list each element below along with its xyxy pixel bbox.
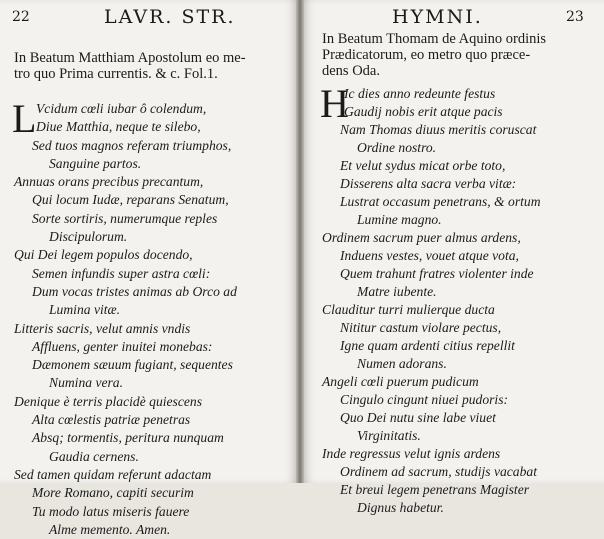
- verse-line: Nititur castum violare pectus,: [340, 320, 502, 335]
- verse-line: Virginitatis.: [357, 428, 421, 443]
- verse-line: Alta cœlestis patriæ penetras: [32, 412, 191, 428]
- verse-line: Sorte sortiris, numerumque reples: [32, 210, 218, 226]
- right-page: [300, 0, 604, 515]
- verse-line: Denique è terris placidè quiescens: [14, 393, 202, 409]
- verse-line: Lumina vitæ.: [49, 302, 120, 318]
- verse-line: Diue Matthia, neque te silebo,: [36, 119, 201, 135]
- verse-line: Tu modo latus miseris fauere: [32, 503, 190, 519]
- verse-line: Ordinem sacrum puer almus ardens,: [322, 230, 521, 245]
- title-line: dens Oda.: [322, 63, 380, 79]
- hymn-verses: [320, 81, 602, 517]
- verse-line: Nam Thomas diuus meritis coruscat: [340, 122, 537, 137]
- book-gutter: [296, 0, 304, 483]
- verse-line: Sanguine partos.: [49, 155, 142, 171]
- verse-line: Sed tamen quidam referunt adactam: [14, 466, 212, 482]
- title-line: In Beatum Matthiam Apostolum eo me-: [14, 50, 246, 66]
- page-number: 22: [12, 9, 30, 25]
- verse-line: Dæmonem sæuum fugiant, sequentes: [32, 357, 233, 373]
- verse-line: Disserens alta sacra verba vitæ:: [340, 176, 517, 191]
- running-head: LAVR. STR.: [104, 6, 236, 28]
- verse-line: Quo Dei nutu sine labe viuet: [340, 410, 496, 425]
- verse-line: Semen infundis super astra cœli:: [32, 265, 211, 281]
- verse-line: Gaudia cernens.: [49, 448, 139, 464]
- verse-line: Matre iubente.: [357, 284, 437, 299]
- verse-line: Numina vera.: [49, 375, 124, 391]
- verse-line: Inde regressus velut ignis ardens: [322, 446, 501, 461]
- verse-line: Lumine magno.: [357, 212, 442, 227]
- title-line: In Beatum Thomam de Aquino ordinis: [322, 31, 547, 47]
- verse-line: Qui Dei legem populos docendo,: [14, 247, 193, 263]
- verse-line: Quem trahunt fratres violenter inde: [340, 266, 534, 281]
- verse-line: Et breui legem penetrans Magister: [340, 482, 530, 497]
- verse-line: Angeli cœli puerum pudicum: [322, 374, 479, 389]
- verse-line: Ordine nostro.: [357, 140, 437, 155]
- title-line: tro quo Prima currentis. & c. Fol.1.: [14, 66, 218, 82]
- drop-cap: L: [12, 96, 37, 141]
- verse-line: Dum vocas tristes animas ab Orco ad: [32, 283, 237, 299]
- verse-line: Igne quam ardenti citius repellit: [340, 338, 515, 353]
- verse-line: Litteris sacris, velut amnis vndis: [14, 320, 191, 336]
- verse-line: Et velut sydus micat orbe toto,: [340, 158, 506, 173]
- verse-line: Sed tuos magnos referam triumphos,: [32, 137, 232, 153]
- verse-line: Discipulorum.: [49, 229, 128, 245]
- hymn-title: [322, 31, 602, 79]
- verse-line: Numen adorans.: [357, 356, 447, 371]
- verse-line: Clauditur turri mulierque ducta: [322, 302, 495, 317]
- verse-line: Qui locum Iudæ, reparans Senatum,: [32, 192, 229, 208]
- verse-line: Lustrat occasum penetrans, & ortum: [340, 194, 541, 209]
- verse-line: Cingulo cingunt niuei pudoris:: [340, 392, 509, 407]
- verse-line: Annuas orans precibus precantum,: [14, 174, 204, 190]
- verse-line: Gaudij nobis erit atque pacis: [344, 104, 503, 119]
- running-head: HYMNI.: [392, 6, 483, 28]
- verse-line: L Vcidum cœli iubar ô colendum,: [12, 96, 207, 141]
- verse-line: Induens vestes, vouet atque vota,: [340, 248, 519, 263]
- hymn-title: [14, 50, 294, 82]
- verse-line: Dignus habetur.: [357, 500, 444, 515]
- left-page: [0, 0, 300, 537]
- verse-line: Absq; tormentis, peritura nunquam: [32, 430, 224, 446]
- hymn-verses: [12, 96, 294, 539]
- verse-line: H Ic dies anno redeunte festus: [320, 81, 496, 126]
- verse-line: Affluens, genter inuitei monebas:: [32, 338, 213, 354]
- verse-line: Ordinem ad sacrum, studijs vacabat: [340, 464, 537, 479]
- drop-cap: H: [320, 81, 349, 126]
- verse-line: More Romano, capiti securim: [32, 485, 194, 501]
- title-line: Prædicatorum, eo metro quo præce-: [322, 47, 531, 63]
- page-number: 23: [566, 9, 584, 25]
- verse-line: Alme memento. Amen.: [49, 521, 171, 537]
